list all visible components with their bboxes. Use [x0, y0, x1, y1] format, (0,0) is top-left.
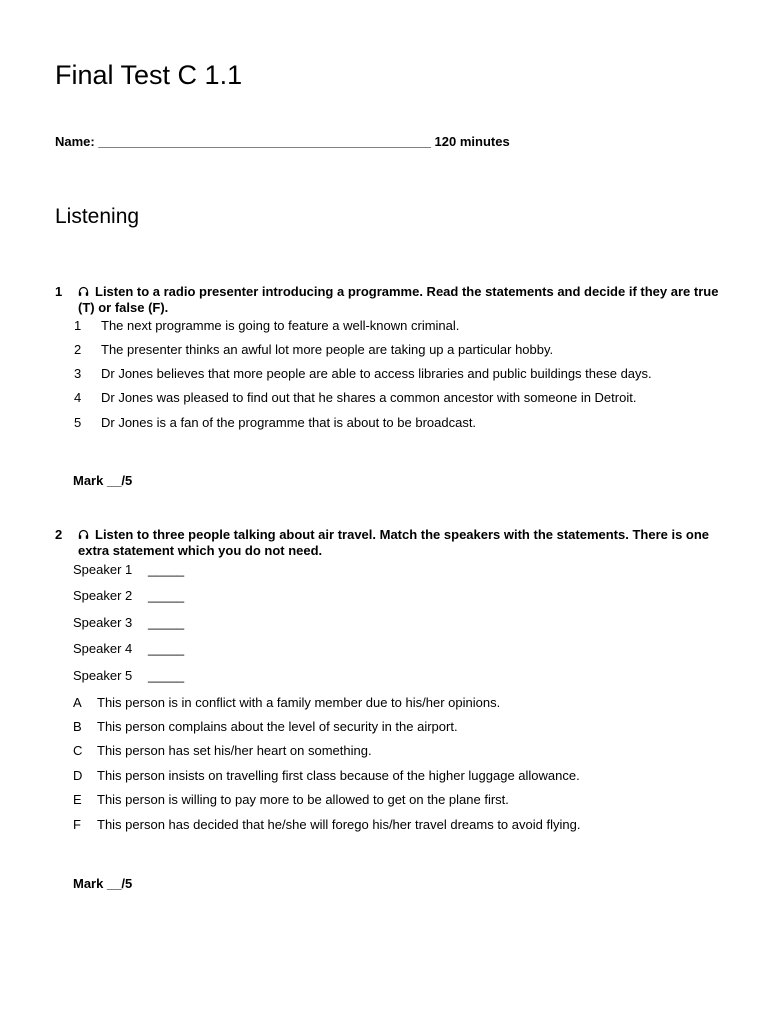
option-text: This person complains about the level of security in the airport. — [97, 719, 458, 734]
question-2-mark: Mark __/5 — [73, 876, 133, 891]
statement-text: The next programme is going to feature a well-known criminal. — [101, 318, 460, 333]
audio-icon — [78, 529, 89, 540]
statement-number: 3 — [74, 366, 82, 381]
statement-text: Dr Jones is a fan of the programme that is about to be broadcast. — [101, 415, 477, 430]
statement-text: Dr Jones believes that more people are able to access libraries and public buildings these days. — [101, 366, 652, 381]
question-1-instruction — [78, 284, 728, 315]
option-letter: B — [73, 719, 82, 734]
speaker-label: Speaker 5 — [73, 668, 133, 683]
option-text: This person insists on travelling first class because of the higher luggage allowance. — [97, 768, 580, 783]
question-2-instruction-text: Listen to three people talking about air travel. Match the speakers with the statements. There is one extra statement which you do not need. — [78, 527, 710, 558]
speaker-label: Speaker 4 — [73, 641, 133, 656]
name-and-duration-line: Name: ______________________________________________ 120 minutes — [55, 134, 510, 149]
answer-blank: _____ — [148, 641, 185, 656]
question-1-instruction-text: Listen to a radio presenter introducing a programme. Read the statements and decide if they are true (T) or false (F). — [78, 284, 719, 315]
statement-number: 5 — [74, 415, 82, 430]
speaker-label: Speaker 1 — [73, 562, 133, 577]
question-1-mark: Mark __/5 — [73, 473, 133, 488]
audio-icon — [78, 286, 89, 297]
option-letter: E — [73, 792, 82, 807]
question-1-number: 1 — [55, 284, 63, 299]
option-text: This person is willing to pay more to be allowed to get on the plane first. — [97, 792, 509, 807]
statement-text: Dr Jones was pleased to find out that he shares a common ancestor with someone in Detroit. — [101, 390, 637, 405]
answer-blank: _____ — [148, 588, 185, 603]
statement-number: 1 — [74, 318, 82, 333]
answer-blank: _____ — [148, 668, 185, 683]
option-letter: F — [73, 817, 81, 832]
speaker-label: Speaker 2 — [73, 588, 133, 603]
option-text: This person is in conflict with a family member due to his/her opinions. — [97, 695, 501, 710]
option-text: This person has decided that he/she will forego his/her travel dreams to avoid flying. — [97, 817, 581, 832]
answer-blank: _____ — [148, 615, 185, 630]
page-title: Final Test C 1.1 — [55, 60, 243, 90]
option-letter: A — [73, 695, 82, 710]
statement-number: 2 — [74, 342, 82, 357]
option-letter: D — [73, 768, 83, 783]
answer-blank: _____ — [148, 562, 185, 577]
section-title: Listening — [55, 205, 140, 228]
option-letter: C — [73, 743, 83, 758]
statement-text: The presenter thinks an awful lot more people are taking up a particular hobby. — [101, 342, 554, 357]
speaker-label: Speaker 3 — [73, 615, 133, 630]
statement-number: 4 — [74, 390, 82, 405]
question-2-number: 2 — [55, 527, 63, 542]
option-text: This person has set his/her heart on something. — [97, 743, 372, 758]
question-2-instruction — [78, 527, 728, 558]
